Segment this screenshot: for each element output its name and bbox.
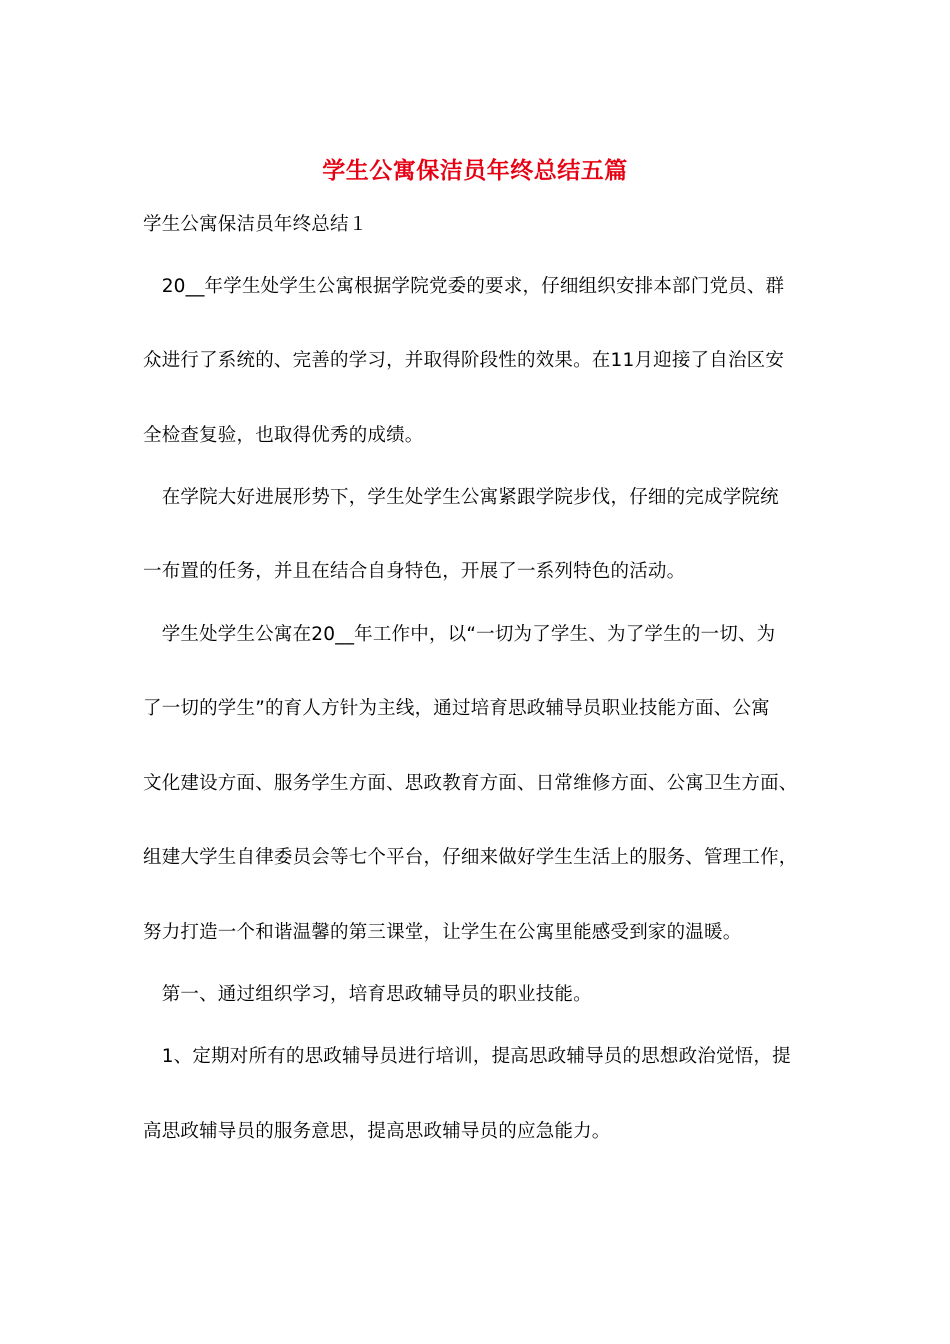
- section-heading: 学生公寓保洁员年终总结１: [143, 214, 368, 235]
- paragraph-line: 一布置的任务，并且在结合自身特色，开展了一系列特色的活动。: [143, 561, 686, 582]
- paragraph-line: 努力打造一个和谐温馨的第三课堂，让学生在公寓里能感受到家的温暖。: [143, 922, 742, 943]
- document-title: 学生公寓保洁员年终总结五篇: [322, 158, 628, 184]
- paragraph-line: 学生处学生公寓在20__年工作中，以“一切为了学生、为了学生的一切、为: [143, 624, 776, 645]
- paragraph-line: 高思政辅导员的服务意思，提高思政辅导员的应急能力。: [143, 1121, 611, 1142]
- paragraph-line: 全检查复验，也取得优秀的成绩。: [143, 425, 424, 446]
- paragraph-line: 组建大学生自律委员会等七个平台，仔细来做好学生生活上的服务、管理工作，: [143, 847, 798, 868]
- paragraph-line: 文化建设方面、服务学生方面、思政教育方面、日常维修方面、公寓卫生方面、: [143, 773, 798, 794]
- paragraph-line: 20__年学生处学生公寓根据学院党委的要求，仔细组织安排本部门党员、群: [143, 276, 785, 297]
- paragraph-line: 第一、通过组织学习，培育思政辅导员的职业技能。: [143, 984, 592, 1005]
- paragraph-line: 1、定期对所有的思政辅导员进行培训，提高思政辅导员的思想政治觉悟，提: [143, 1046, 791, 1067]
- paragraph-line: 了一切的学生”的育人方针为主线，通过培育思政辅导员职业技能方面、公寓: [143, 698, 770, 719]
- paragraph-line: 在学院大好进展形势下，学生处学生公寓紧跟学院步伐，仔细的完成学院统: [143, 487, 779, 508]
- paragraph-line: 众进行了系统的、完善的学习，并取得阶段性的效果。在11月迎接了自治区安: [143, 350, 785, 371]
